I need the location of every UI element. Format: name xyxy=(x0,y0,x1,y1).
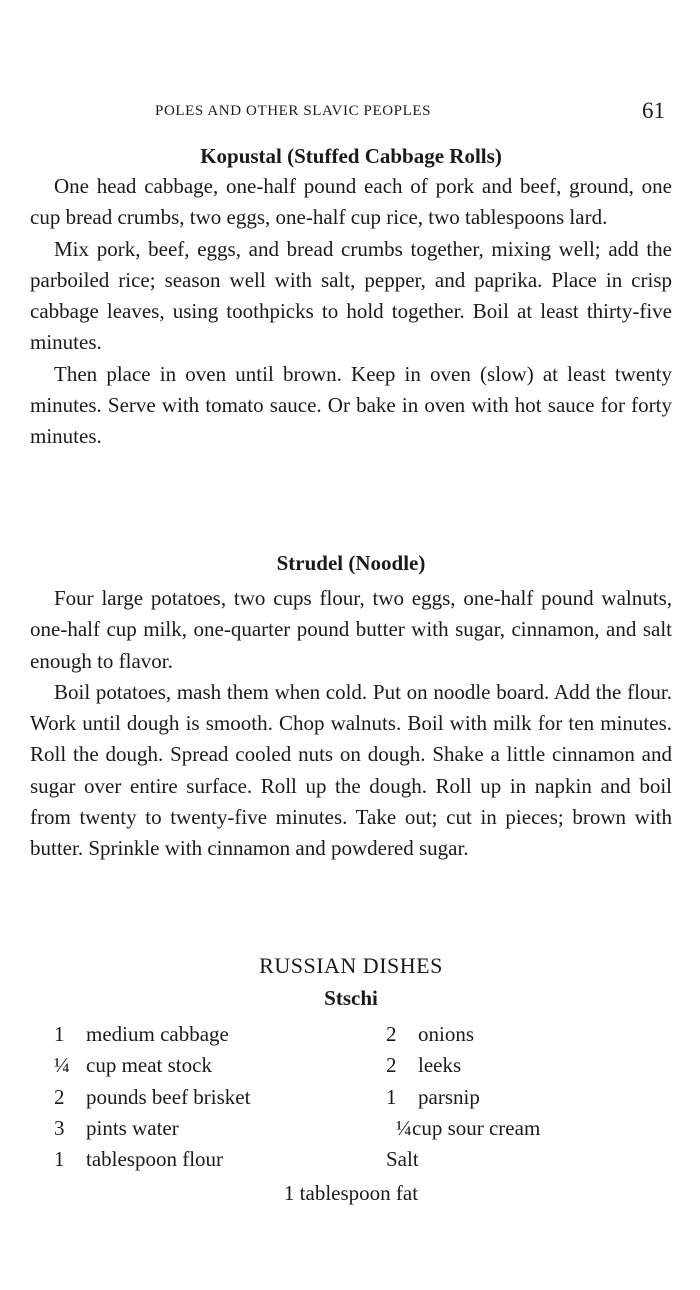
ingredient-item xyxy=(386,1019,540,1050)
running-title: POLES AND OTHER SLAVIC PEOPLES xyxy=(155,103,432,119)
ingredient-item xyxy=(386,1113,540,1144)
ingredient-name: parsnip xyxy=(418,1084,480,1109)
ingredient-qty: 1 xyxy=(54,1147,65,1172)
ingredient-qty: ¼ xyxy=(54,1053,70,1078)
recipe-paragraph: Four large potatoes, two cups flour, two eggs, one-half pound walnuts, one-half cup milk, one-quarter pound butter with sugar, cinnamon, and salt enough to flavor. xyxy=(30,586,672,673)
recipe-paragraph: One head cabbage, one-half pound each of pork and beef, ground, one cup bread crumbs, two eggs, one-half cup rice, two tablespoons lard. xyxy=(30,174,672,230)
recipe-kopustal xyxy=(30,141,672,453)
ingredient-name: cup meat stock xyxy=(86,1053,212,1078)
ingredient-item-centered: 1 tablespoon fat xyxy=(283,1181,419,1205)
ingredient-item xyxy=(54,1144,250,1175)
ingredient-name: cup sour cream xyxy=(412,1115,541,1140)
ingredient-item xyxy=(54,1113,250,1144)
ingredient-item xyxy=(54,1019,250,1050)
ingredient-qty: 1 xyxy=(54,1022,65,1046)
ingredient-qty: 1 xyxy=(386,1084,397,1109)
ingredient-name: Salt xyxy=(386,1147,419,1172)
ingredient-item xyxy=(54,1082,250,1113)
recipe-paragraph: Boil potatoes, mash them when cold. Put on noodle board. Add the flour. Work until dough is smooth. Chop walnuts. Boil with milk for ten minutes. Roll the dough. Spread cooled nuts on dough. Shake a little cinnamon and sugar over entire surface. Roll up the dough. Roll up in napkin and boil from twenty to twenty-five minutes. Take out; cut in pieces; brown with butter. Sprinkle with cinnamon and powdered sugar. xyxy=(30,679,672,861)
recipe-strudel xyxy=(30,548,672,865)
recipe-title: Strudel (Noodle) xyxy=(276,551,426,575)
recipe-paragraph: Mix pork, beef, eggs, and bread crumbs together, mixing well; add the parboiled rice; season well with salt, pepper, and paprika. Place in crisp cabbage leaves, using toothpicks to hold together. Boil at least thirty-five minutes. xyxy=(30,236,672,355)
ingredient-qty: 2 xyxy=(386,1022,397,1046)
ingredient-column-left xyxy=(54,1019,250,1175)
ingredient-name: pints water xyxy=(86,1115,179,1140)
ingredient-item xyxy=(386,1082,540,1113)
ingredient-qty: 2 xyxy=(386,1053,397,1078)
section-title: RUSSIAN DISHES xyxy=(259,953,443,978)
recipe-paragraph: Then place in oven until brown. Keep in oven (slow) at least twenty minutes. Serve with tomato sauce. Or bake in oven with hot sauce for forty minutes. xyxy=(30,361,672,449)
section-russian-dishes xyxy=(30,951,672,1013)
ingredient-item xyxy=(54,1050,250,1081)
ingredient-column-right xyxy=(386,1019,540,1175)
ingredient-name: pounds beef brisket xyxy=(86,1084,251,1109)
ingredient-name: tablespoon flour xyxy=(86,1147,224,1172)
ingredient-item xyxy=(386,1144,540,1175)
ingredient-item xyxy=(386,1050,540,1081)
ingredient-qty: ¼ xyxy=(396,1115,412,1140)
recipe-title: Kopustal (Stuffed Cabbage Rolls) xyxy=(200,144,502,168)
ingredient-name: leeks xyxy=(418,1053,462,1078)
ingredient-name: onions xyxy=(418,1022,475,1046)
recipe-title: Stschi xyxy=(324,986,378,1010)
ingredient-name: medium cabbage xyxy=(86,1022,229,1046)
ingredient-qty: 3 xyxy=(54,1115,65,1140)
ingredient-qty: 2 xyxy=(54,1084,65,1109)
page-number: 61 xyxy=(642,98,665,123)
